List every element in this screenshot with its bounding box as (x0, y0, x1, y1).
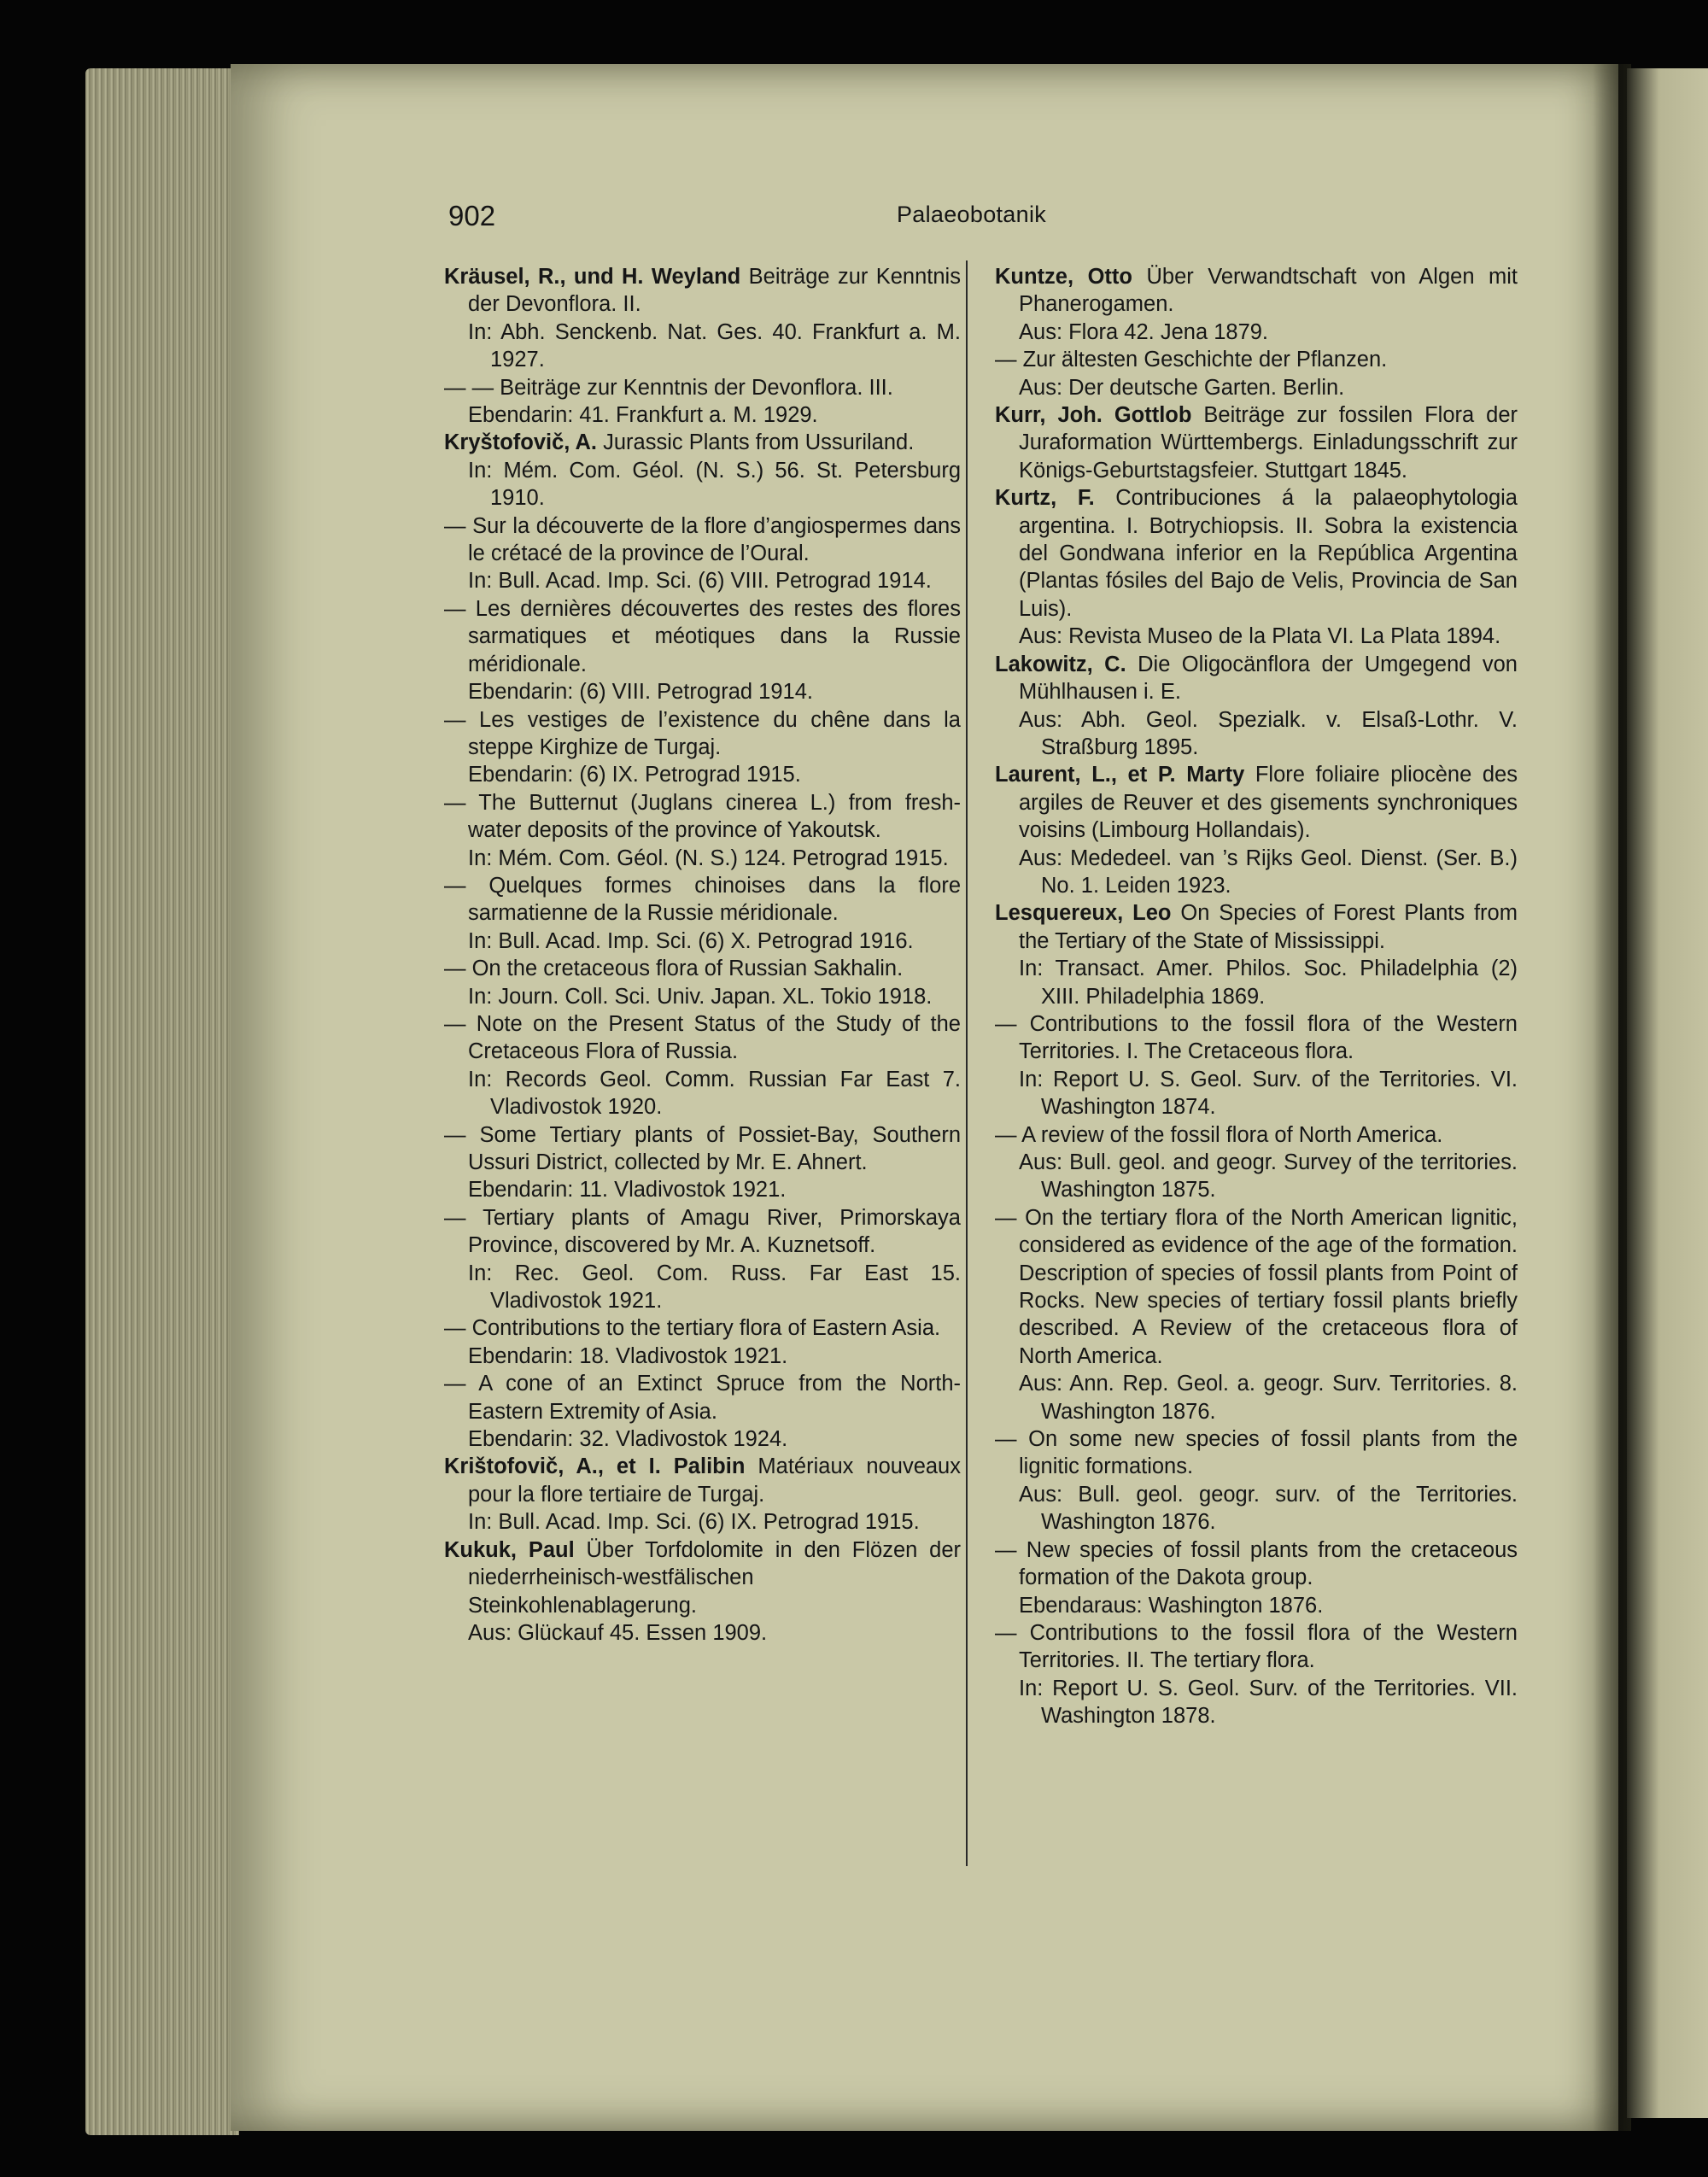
citation-source: In: Records Geol. Comm. Russian Far East 7. Vladivostok 1920. (468, 1067, 961, 1120)
citation-source: In: Bull. Acad. Imp. Sci. (6) VIII. Petrograd 1914. (468, 569, 932, 594)
citation-source: In: Abh. Senckenb. Nat. Ges. 40. Frankfurt a. M. 1927. (468, 319, 961, 372)
citation-source: Aus: Der deutsche Garten. Berlin. (1019, 375, 1345, 400)
citation-source: Aus: Flora 42. Jena 1879. (1019, 319, 1269, 344)
bibliography-entry (995, 1536, 1518, 1592)
entry-title: Jurassic Plants from Ussuriland. (603, 430, 915, 455)
citation-source: In: Bull. Acad. Imp. Sci. (6) IX. Petrograd 1915. (468, 1510, 920, 1535)
entry-title: — A review of the fossil flora of North America. (995, 1122, 1443, 1147)
bibliography-entry (444, 1453, 961, 1508)
bibliography-entry (444, 955, 961, 982)
entry-title: — Contributions to the tertiary flora of Eastern Asia. (444, 1316, 941, 1341)
bibliography-entry (995, 1425, 1518, 1481)
entry-title: — Contributions to the fossil flora of the Western Territories. II. The tertiary flora. (995, 1620, 1518, 1673)
entry-title: Über Torfdolomite in den Flözen der niederrheinisch-westfälischen Steinkohlenablagerung. (468, 1537, 961, 1618)
bibliography-entry (444, 512, 961, 568)
entry-title: — Les dernières découvertes des restes des flores sarmatiques et méotiques dans la Russie méridionale. (444, 596, 961, 676)
citation-source: In: Transact. Amer. Philos. Soc. Philadelphia (2) XIII. Philadelphia 1869. (1019, 957, 1518, 1009)
entry-author: Kuntze, Otto (995, 265, 1132, 289)
bibliography-entry (444, 595, 961, 678)
running-head: Palaeobotanik (897, 202, 1047, 227)
citation-source: Ebendarin: 41. Frankfurt a. M. 1929. (468, 403, 818, 428)
citation-source: Aus: Bull. geol. and geogr. Survey of the territories. Washington 1875. (1019, 1150, 1518, 1203)
entry-author: Lesquereux, Leo (995, 901, 1172, 926)
bibliography-column-right (995, 263, 1518, 1730)
entry-author: Kräusel, R., und H. Weyland (444, 265, 741, 289)
entry-author: Krištofovič, A., et I. Palibin (444, 1454, 746, 1479)
bibliography-entry (444, 1121, 961, 1177)
citation-source: Aus: Abh. Geol. Spezialk. v. Elsaß-Lothr. V. Straßburg 1895. (1019, 707, 1518, 759)
entry-title: Matériaux nouveaux pour la flore tertiaire de Turgaj. (468, 1454, 961, 1507)
bibliography-entry (444, 1314, 961, 1342)
bibliography-entry (995, 899, 1518, 955)
bibliography-entry (995, 401, 1518, 484)
citation-source: Aus: Mededeel. van ’s Rijks Geol. Dienst. (Ser. B.) No. 1. Leiden 1923. (1019, 846, 1518, 898)
entry-title: Flore foliaire pliocène des argiles de Reuver et des gisements synchroniques voisins (Limbourg Hollandais). (1019, 763, 1518, 843)
entry-title: — On the cretaceous flora of Russian Sakhalin. (444, 957, 904, 981)
bibliography-entry (995, 1204, 1518, 1370)
entry-title: — Zur ältesten Geschichte der Pflanzen. (995, 348, 1388, 372)
citation-source: Aus: Revista Museo de la Plata VI. La Plata 1894. (1019, 624, 1501, 649)
facing-page-edge (1627, 68, 1708, 2118)
bibliography-entry (444, 1010, 961, 1066)
citation-source: Ebendarin: 32. Vladivostok 1924. (468, 1427, 788, 1452)
entry-title: — Quelques formes chinoises dans la flore sarmatienne de la Russie méridionale. (444, 873, 961, 926)
page-edges (85, 68, 239, 2135)
entry-title: Beiträge zur Kenntnis der Devonflora. II. (468, 265, 961, 317)
bibliography-entry (995, 1619, 1518, 1675)
bibliography-entry (995, 651, 1518, 706)
bibliography-column-left (444, 263, 961, 1647)
citation-source: Aus: Glückauf 45. Essen 1909. (468, 1620, 768, 1645)
citation-source: In: Mém. Com. Géol. (N. S.) 124. Petrograd 1915. (468, 846, 949, 870)
entry-title: Contribuciones á la palaeophytologia argentina. I. Botrychiopsis. II. Sobra la existencia del Gondwana inferior en la República Argentina (Plantas fósiles del Bajo de Velis, Provincia de San Luis). (1019, 486, 1518, 621)
citation-source: In: Journ. Coll. Sci. Univ. Japan. XL. Tokio 1918. (468, 984, 933, 1009)
entry-title: — On the tertiary flora of the North American lignitic, considered as evidence of the age of the formation. Description of species of fossil plants from Point of Rocks. New species of tertiary fossil plants briefly described. A Review of the cretaceous flora of North America. (995, 1205, 1518, 1368)
entry-title: — Tertiary plants of Amagu River, Primorskaya Province, discovered by Mr. A. Kuznetsoff. (444, 1205, 961, 1258)
bibliography-entry (444, 374, 961, 401)
bibliography-entry (444, 1536, 961, 1619)
entry-title: — Note on the Present Status of the Study of the Cretaceous Flora of Russia. (444, 1011, 961, 1064)
entry-author: Lakowitz, C. (995, 652, 1126, 676)
entry-title: — Some Tertiary plants of Possiet-Bay, Southern Ussuri District, collected by Mr. E. Ahnert. (444, 1122, 961, 1174)
citation-source: Ebendarin: 11. Vladivostok 1921. (468, 1178, 787, 1203)
bibliography-entry (995, 263, 1518, 319)
entry-author: Kurr, Joh. Gottlob (995, 403, 1192, 428)
citation-source: In: Bull. Acad. Imp. Sci. (6) X. Petrograd 1916. (468, 928, 914, 953)
bibliography-entry (444, 263, 961, 319)
entry-author: Kukuk, Paul (444, 1537, 575, 1562)
entry-author: Laurent, L., et P. Marty (995, 763, 1245, 787)
bibliography-entry (444, 429, 961, 456)
entry-title: On Species of Forest Plants from the Tertiary of the State of Mississippi. (1019, 901, 1518, 953)
citation-source: In: Report U. S. Geol. Surv. of the Territories. VI. Washington 1874. (1019, 1067, 1518, 1120)
citation-source: Ebendarin: (6) VIII. Petrograd 1914. (468, 680, 813, 705)
bibliography-entry (995, 484, 1518, 623)
citation-source: In: Mém. Com. Géol. (N. S.) 56. St. Petersburg 1910. (468, 458, 961, 511)
entry-title: — The Butternut (Juglans cinerea L.) from fresh-water deposits of the province of Yakoutsk. (444, 790, 961, 843)
bibliography-entry (444, 789, 961, 845)
entry-title: — Les vestiges de l’existence du chêne dans la steppe Kirghize de Turgaj. (444, 707, 961, 759)
column-divider (966, 260, 968, 1866)
entry-title: — — Beiträge zur Kenntnis der Devonflora. III. (444, 375, 893, 400)
bibliography-entry (995, 1010, 1518, 1066)
bibliography-entry (444, 706, 961, 762)
entry-title: — Sur la découverte de la flore d’angiospermes dans le crétacé de la province de l’Oural. (444, 513, 961, 566)
entry-title: Über Verwandtschaft von Algen mit Phanerogamen. (1019, 265, 1518, 317)
citation-source: Ebendaraus: Washington 1876. (1019, 1593, 1324, 1618)
bibliography-entry (444, 1204, 961, 1260)
entry-title: Beiträge zur fossilen Flora der Juraformation Württembergs. Einladungsschrift zur Königs-Geburtstagsfeier. Stuttgart 1845. (1019, 403, 1518, 483)
citation-source: Aus: Ann. Rep. Geol. a. geogr. Surv. Territories. 8. Washington 1876. (1019, 1372, 1518, 1424)
page-number: 902 (448, 200, 496, 231)
bibliography-entry (444, 872, 961, 928)
citation-source: Aus: Bull. geol. geogr. surv. of the Territories. Washington 1876. (1019, 1482, 1518, 1535)
entry-title: Die Oligocänflora der Umgegend von Mühlhausen i. E. (1019, 652, 1518, 705)
entry-title: — A cone of an Extinct Spruce from the North-Eastern Extremity of Asia. (444, 1372, 961, 1424)
citation-source: In: Report U. S. Geol. Surv. of the Territories. VII. Washington 1878. (1019, 1676, 1518, 1729)
bibliography-entry (995, 1121, 1518, 1149)
entry-title: — Contributions to the fossil flora of the Western Territories. I. The Cretaceous flora. (995, 1011, 1518, 1064)
bibliography-entry (995, 346, 1518, 373)
citation-source: Ebendarin: (6) IX. Petrograd 1915. (468, 763, 801, 787)
entry-author: Kryštofovič, A. (444, 430, 598, 455)
entry-title: — On some new species of fossil plants from the lignitic formations. (995, 1427, 1518, 1479)
bibliography-entry (995, 761, 1518, 844)
citation-source: Ebendarin: 18. Vladivostok 1921. (468, 1343, 788, 1368)
entry-author: Kurtz, F. (995, 486, 1095, 511)
citation-source: In: Rec. Geol. Com. Russ. Far East 15. Vladivostok 1921. (468, 1261, 961, 1314)
gutter-shadow (1593, 64, 1631, 2131)
entry-title: — New species of fossil plants from the cretaceous formation of the Dakota group. (995, 1537, 1518, 1590)
bibliography-entry (444, 1370, 961, 1425)
